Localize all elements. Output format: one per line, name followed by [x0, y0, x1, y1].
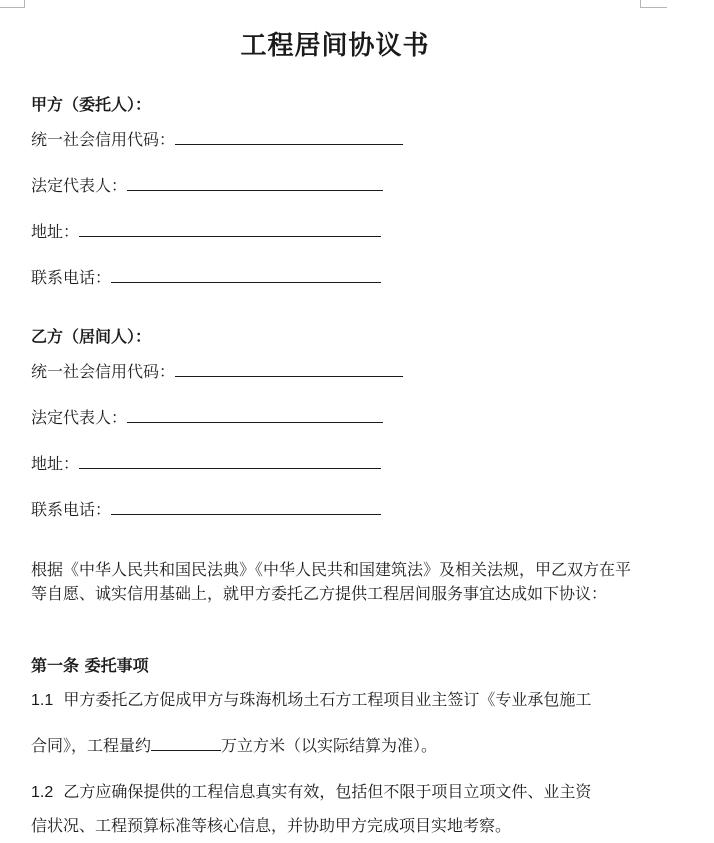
clause-1-2-text-line-1: 乙方应确保提供的工程信息真实有效，包括但不限于项目立项文件、业主资 — [63, 782, 592, 801]
article-1-heading: 第一条 委托事项 — [31, 656, 149, 675]
party-a-phone-label: 联系电话： — [31, 268, 112, 287]
clause-1-1-line-1 — [31, 689, 591, 712]
clause-1-1-number: 1.1 — [31, 692, 54, 709]
party-b-heading: 乙方（居间人）： — [31, 327, 152, 346]
party-b-phone-row — [31, 499, 381, 521]
clause-1-2-number: 1.2 — [31, 784, 54, 801]
party-b-address-blank[interactable] — [79, 454, 381, 469]
party-b-legal-rep-blank[interactable] — [127, 408, 383, 423]
party-a-legal-rep-label: 法定代表人： — [31, 176, 128, 195]
clause-1-1-text-line-2a: 合同》，工程量约 — [31, 736, 152, 755]
party-a-credit-code-label: 统一社会信用代码： — [31, 130, 176, 149]
clause-1-1-text-line-1: 甲方委托乙方促成甲方与珠海机场土石方工程项目业主签订《专业承包施工 — [63, 690, 592, 709]
party-b-legal-rep-label: 法定代表人： — [31, 408, 128, 427]
document-title: 工程居间协议书 — [240, 31, 430, 61]
party-a-address-row — [31, 221, 381, 243]
party-b-phone-label: 联系电话： — [31, 500, 112, 519]
party-a-phone-blank[interactable] — [111, 268, 381, 283]
party-b-credit-code-label: 统一社会信用代码： — [31, 362, 176, 381]
party-b-legal-rep-row — [31, 407, 383, 429]
party-b-credit-code-blank[interactable] — [175, 362, 403, 377]
party-a-legal-rep-blank[interactable] — [127, 176, 383, 191]
party-a-legal-rep-row — [31, 175, 383, 197]
party-b-phone-blank[interactable] — [111, 500, 381, 515]
party-a-address-label: 地址： — [31, 222, 80, 241]
party-b-credit-code-row — [31, 361, 403, 383]
party-a-heading: 甲方（委托人）： — [31, 95, 152, 114]
clause-1-1-line-2 — [31, 735, 437, 757]
party-b-address-row — [31, 453, 381, 475]
party-a-credit-code-blank[interactable] — [175, 130, 403, 145]
clause-1-2-line-1 — [31, 781, 591, 804]
quantity-blank[interactable] — [151, 736, 221, 751]
party-a-phone-row — [31, 267, 381, 289]
clause-1-2-line-2: 信状况、工程预算标准等核心信息，并协助甲方完成项目实地考察。 — [31, 816, 512, 835]
clause-1-1-text-line-2b: 万立方米（以实际结算为准）。 — [221, 736, 438, 755]
page-corner-mark-left — [0, 0, 25, 8]
party-b-address-label: 地址： — [31, 454, 80, 473]
party-a-credit-code-row — [31, 129, 403, 151]
page-corner-mark-right — [640, 0, 667, 8]
party-a-address-blank[interactable] — [79, 222, 381, 237]
preamble-paragraph: 根据《中华人民共和国民法典》《中华人民共和国建筑法》及相关法规，甲乙双方在平等自愿、诚实信用基础上，就甲方委托乙方提供工程居间服务事宜达成如下协议： — [31, 560, 632, 603]
